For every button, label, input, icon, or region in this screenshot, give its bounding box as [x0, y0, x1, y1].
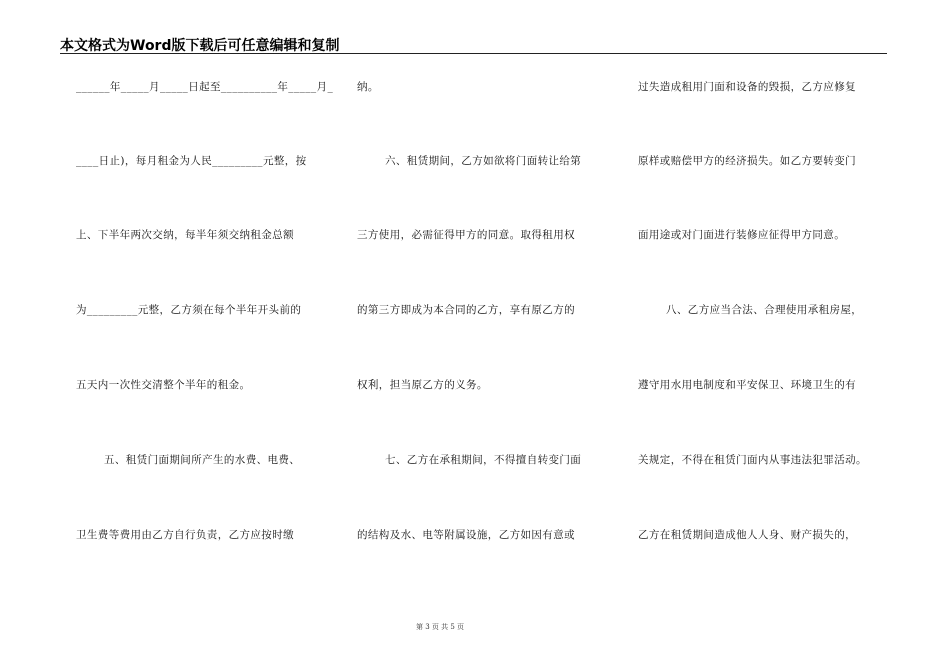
text-line: 过失造成租用门面和设备的毁损，乙方应修复 — [638, 81, 856, 93]
page-number: 第 3 页 共 5 页 — [415, 623, 465, 631]
header-divider — [60, 53, 887, 54]
text-line: 六、租赁期间，乙方如欲将门面转让给第 — [385, 155, 582, 167]
text-line: 五天内一次性交清整个半年的租金。 — [76, 379, 251, 391]
text-line: 的第三方即成为本合同的乙方，享有原乙方的 — [357, 304, 575, 316]
text-line: ______年_____月_____日起至__________年_____月_ — [76, 81, 334, 93]
text-line: 的结构及水、电等附属设施，乙方如因有意或 — [357, 529, 575, 541]
text-line: 面用途或对门面进行装修应征得甲方同意。 — [638, 229, 846, 241]
text-line: 纳。 — [357, 81, 379, 93]
text-line: 为_________元整，乙方须在每个半年开头前的 — [76, 304, 302, 316]
text-line: ____日止)，每月租金为人民_________元整，按 — [76, 155, 307, 167]
text-line: 上、下半年两次交纳，每半年须交纳租金总额 — [76, 229, 294, 241]
text-line: 八、乙方应当合法、合理使用承租房屋， — [666, 304, 863, 316]
text-line: 卫生费等费用由乙方自行负责，乙方应按时缴 — [76, 529, 294, 541]
text-line: 遵守用水用电制度和平安保卫、环境卫生的有 — [638, 379, 856, 391]
document-header-title: 本文格式为Word版下载后可任意编辑和复制 — [60, 38, 340, 54]
text-line: 五、租赁门面期间所产生的水费、电费、 — [104, 454, 301, 466]
text-line: 七、乙方在承租期间，不得擅自转变门面 — [385, 454, 582, 466]
text-line: 乙方在租赁期间造成他人人身、财产损失的， — [638, 529, 856, 541]
text-line: 三方使用，必需征得甲方的同意。取得租用权 — [357, 229, 575, 241]
text-line: 原样或赔偿甲方的经济损失。如乙方要转变门 — [638, 155, 856, 167]
text-line: 权利，担当原乙方的义务。 — [357, 379, 488, 391]
text-line: 关规定，不得在租赁门面内从事违法犯罪活动。 — [638, 454, 867, 466]
